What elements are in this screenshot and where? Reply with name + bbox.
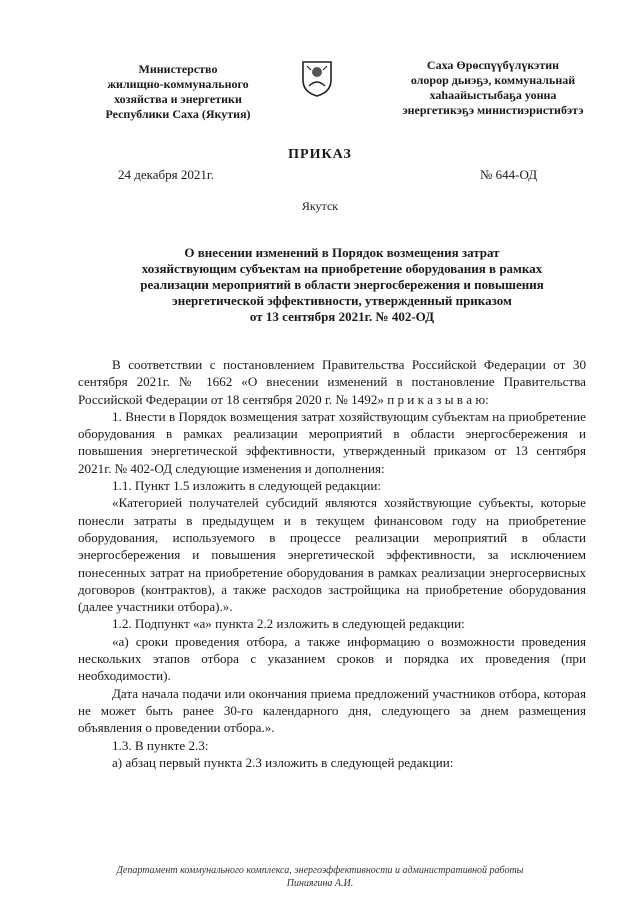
body-paragraph: 1.3. В пункте 2.3: (112, 737, 209, 753)
document-footer (60, 864, 580, 890)
body-paragraph: В соответствии с постановлением Правительства Российской Федерации от 30 сентября 2021г. № 1662 «О внесении изменений в постановление Правительства Российской Федерации от 18 сентября 2020 г. № 1492» п р и к а з ы в а ю: (78, 357, 586, 407)
body-paragraph: а) абзац первый пункта 2.3 изложить в следующей редакции: (112, 754, 454, 770)
header-line: хозяйства и энергетики (114, 92, 242, 106)
document-date: 24 декабря 2021г. (118, 167, 214, 182)
order-subject (140, 245, 544, 325)
subject-line: энергетической эффективности, утвержденный приказом (172, 293, 512, 308)
header-line: олорор дьиэҕэ, коммунальнай (410, 73, 576, 87)
subject-line: от 13 сентября 2021г. № 402-ОД (249, 309, 435, 324)
document-number: № 644-ОД (480, 167, 538, 182)
body-paragraph: «Категорией получателей субсидий являются хозяйствующие субъекты, которые понесли затраты в предыдущем и в текущем финансовом году на приобретение оборудования, используемого в процессе реализации мероприятий в области энергосбережения и повышения энергетической эффективности, за исключением понесенных затрат на приобретение оборудования в рамках реализации энергосервисных договоров (контрактов), а также расходов застройщика на приобретение оборудования (далее участники отбора).». (78, 495, 586, 615)
document-city: Якутск (301, 199, 339, 213)
ministry-header-yakut (378, 58, 608, 118)
subject-line: реализации мероприятий в области энергосбережения и повышения (140, 277, 544, 292)
body-paragraph: 1.2. Подпункт «а» пункта 2.2 изложить в следующей редакции: (112, 616, 465, 632)
subject-line: хозяйствующим субъектам на приобретение оборудования в рамках (141, 261, 543, 276)
header-line: хаһаайыстыбаҕа уонна (429, 88, 557, 102)
header-line: жилищно-коммунального (107, 77, 249, 91)
footer-executor: Пиниягина А.И. (286, 878, 354, 889)
order-body (78, 356, 586, 771)
coat-of-arms-emblem-icon (300, 58, 334, 98)
body-paragraph: 1.1. Пункт 1.5 изложить в следующей редакции: (112, 478, 381, 494)
header-line: Саха Өрөспүүбүлүкэтин (426, 58, 560, 72)
body-paragraph: 1. Внести в Порядок возмещения затрат хозяйствующим субъектам на приобретение оборудования в рамках реализации мероприятий в области энергосбережения и повышения энергетической эффективности, утвержденный приказом от 13 сентября 2021г. № 402-ОД следующие изменения и дополнения: (78, 408, 586, 476)
header-line: энергетикэҕэ министиэристибэтэ (402, 103, 584, 117)
subject-line: О внесении изменений в Порядок возмещения затрат (184, 245, 500, 260)
header-line: Министерство (138, 62, 218, 76)
header-line: Республики Саха (Якутия) (105, 107, 251, 121)
ministry-header-russian (78, 62, 278, 122)
body-paragraph: Дата начала подачи или окончания приема предложений участников отбора, которая не может быть ранее 30-го календарного дня, следующего за днем размещения объявления о проведении отбора.». (78, 685, 586, 736)
body-paragraph: «а) сроки проведения отбора, а также информацию о возможности проведения нескольких этапов отбора с указанием сроков и порядка их проведения (при необходимости). (78, 633, 586, 684)
document-title: ПРИКАЗ (288, 147, 352, 162)
footer-department: Департамент коммунального комплекса, энергоэффективности и административной работы (116, 865, 524, 876)
